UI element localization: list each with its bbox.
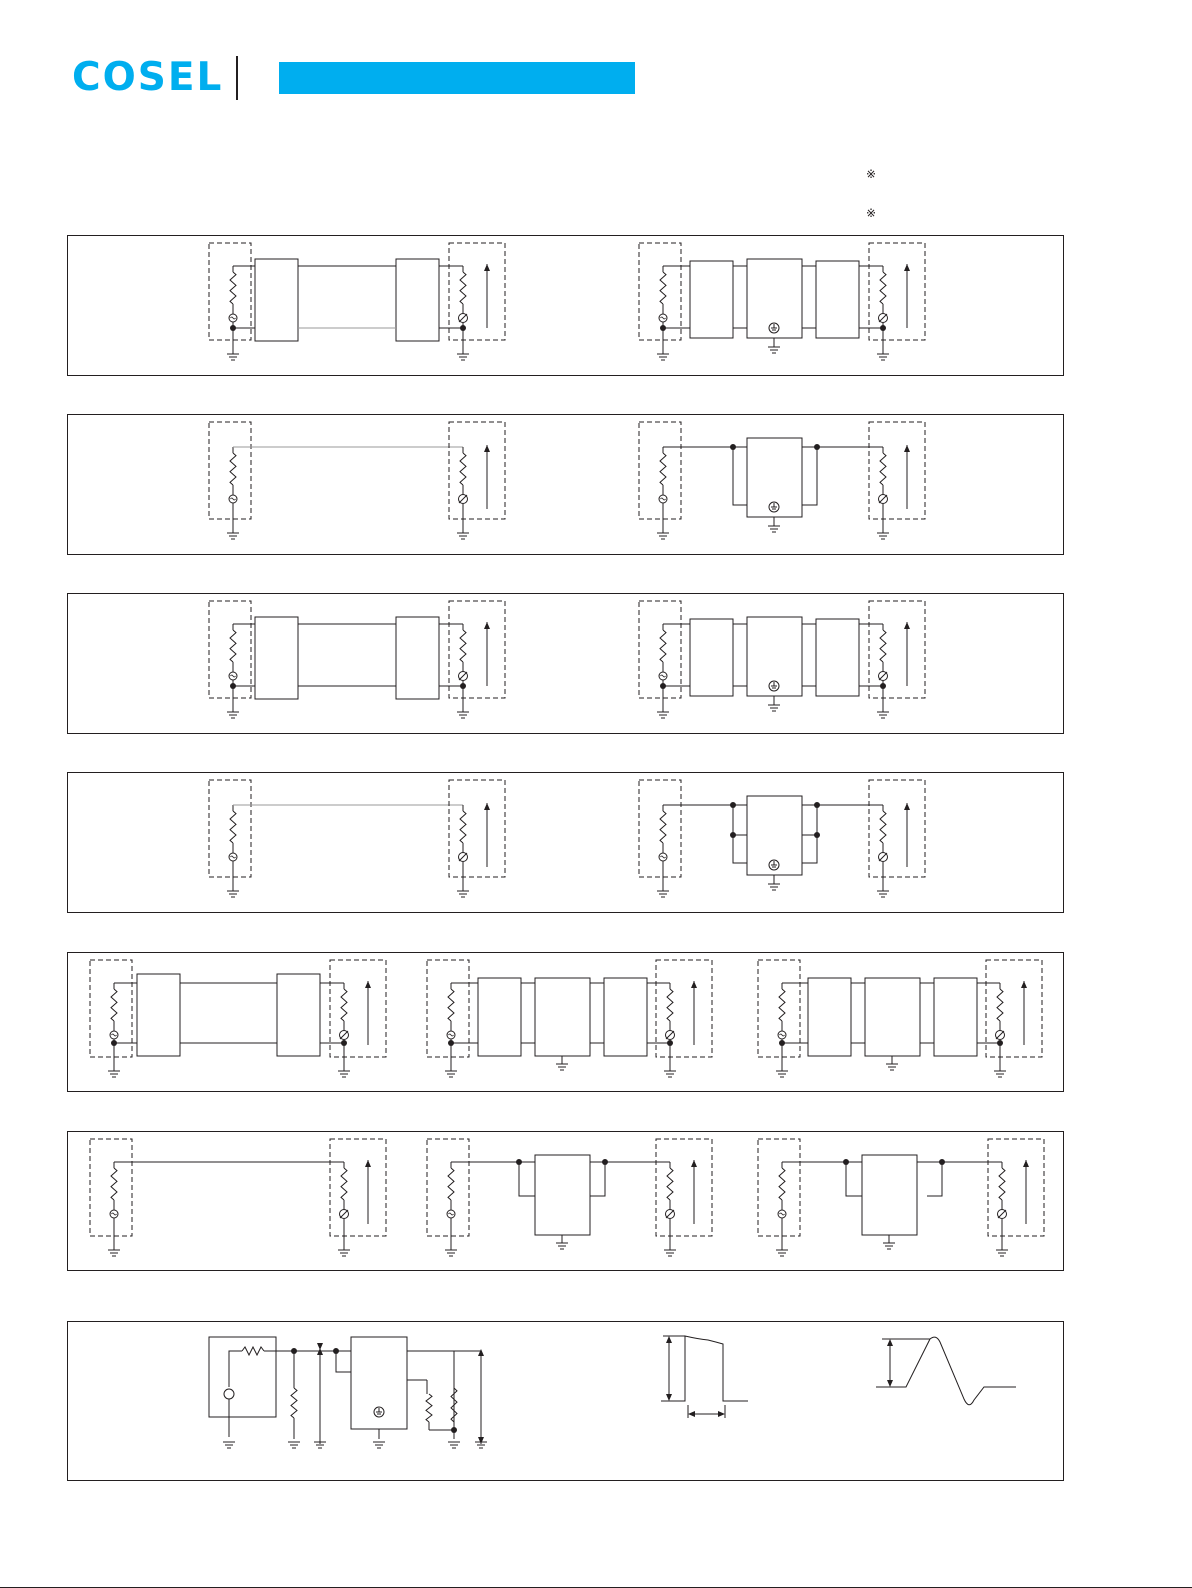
resistor-icon	[460, 272, 466, 304]
dashed-enclosure	[209, 601, 251, 698]
dashed-enclosure	[869, 780, 925, 877]
resistor-icon	[341, 1168, 347, 1200]
arrow-head	[904, 622, 910, 629]
resistor-icon	[111, 1168, 117, 1200]
dashed-enclosure	[427, 960, 469, 1057]
resistor-icon	[230, 453, 236, 485]
dashed-enclosure	[427, 1139, 469, 1236]
arrow-head	[666, 1336, 672, 1343]
dashed-enclosure	[209, 243, 251, 340]
arrow-head	[478, 1349, 484, 1356]
arrow-head	[1023, 1160, 1029, 1167]
resistor-icon	[230, 630, 236, 662]
arrow-head	[1021, 981, 1027, 988]
device-box	[816, 261, 859, 338]
arrow-head	[904, 803, 910, 810]
arrow-head	[478, 1437, 484, 1444]
pulse-waveform	[661, 1336, 748, 1401]
cosel-logo: COSEL	[72, 55, 224, 100]
device-box	[478, 978, 521, 1056]
arrow-head	[484, 803, 490, 810]
device-box	[808, 978, 851, 1056]
panel-three-setups	[67, 952, 1064, 1092]
junction-dot	[997, 1040, 1003, 1046]
resistor-icon	[426, 1394, 432, 1422]
junction-dot	[667, 1040, 673, 1046]
resistor-icon	[448, 989, 454, 1021]
junction-dot	[779, 1040, 785, 1046]
device-box	[604, 978, 647, 1056]
dashed-enclosure	[639, 422, 681, 519]
arrow-head	[365, 1160, 371, 1167]
dashed-enclosure	[449, 601, 505, 698]
resistor-icon	[451, 1388, 457, 1422]
resistor-icon	[667, 1168, 673, 1200]
resistor-icon	[448, 1168, 454, 1200]
panel-svg-1	[68, 236, 1063, 375]
junction-dot	[448, 1040, 454, 1046]
dashed-enclosure	[449, 780, 505, 877]
wire	[336, 1351, 351, 1372]
device-box	[396, 617, 439, 699]
resistor-icon	[880, 453, 886, 485]
panel-differential-direct	[67, 772, 1064, 913]
title-bar	[279, 62, 635, 94]
surge-generator-box	[209, 1337, 276, 1417]
arrow-head	[887, 1380, 893, 1387]
resistor-icon	[660, 630, 666, 662]
arrow-head	[904, 264, 910, 271]
resistor-icon	[880, 630, 886, 662]
arrow-head	[691, 1160, 697, 1167]
panel-svg-5	[68, 953, 1063, 1091]
resistor-icon	[341, 989, 347, 1021]
resistor-icon	[460, 453, 466, 485]
arrow-head	[887, 1339, 893, 1346]
panel-common-mode-setup	[67, 235, 1064, 376]
junction-dot	[460, 325, 466, 331]
device-box	[255, 259, 298, 341]
dashed-enclosure	[869, 243, 925, 340]
device-box	[865, 978, 920, 1056]
junction-dot	[230, 683, 236, 689]
dashed-enclosure	[758, 960, 800, 1057]
oscillation-waveform	[876, 1337, 1016, 1405]
device-box	[690, 261, 733, 338]
dashed-enclosure	[986, 960, 1042, 1057]
panel-svg-6	[68, 1132, 1063, 1270]
resistor-icon	[230, 272, 236, 304]
wire	[407, 1351, 454, 1430]
device-box	[255, 617, 298, 699]
dashed-enclosure	[656, 1139, 712, 1236]
dashed-enclosure	[639, 601, 681, 698]
resistor-icon	[460, 630, 466, 662]
resistor-icon	[779, 989, 785, 1021]
arrow-head	[484, 445, 490, 452]
device-box	[396, 259, 439, 341]
resistor-icon	[291, 1388, 297, 1418]
resistor-icon	[779, 1168, 785, 1200]
arrow-head	[365, 981, 371, 988]
device-box	[816, 619, 859, 696]
dashed-enclosure	[988, 1139, 1044, 1236]
junction-dot	[880, 683, 886, 689]
resistor-icon	[660, 811, 666, 843]
device-box	[137, 974, 180, 1056]
resistor-icon	[999, 1168, 1005, 1200]
arrow-head	[484, 264, 490, 271]
arrow-head	[666, 1394, 672, 1401]
panel-three-direct	[67, 1131, 1064, 1271]
dashed-enclosure	[869, 601, 925, 698]
arrow-head	[484, 622, 490, 629]
device-box	[690, 619, 733, 696]
dashed-enclosure	[656, 960, 712, 1057]
dashed-enclosure	[639, 243, 681, 340]
junction-dot	[660, 325, 666, 331]
device-box	[535, 1155, 590, 1235]
panel-surge-test	[67, 1321, 1064, 1481]
dashed-enclosure	[330, 960, 386, 1057]
resistor-icon	[230, 811, 236, 843]
resistor-icon	[460, 811, 466, 843]
resistor-icon	[997, 989, 1003, 1021]
arrow-head	[691, 981, 697, 988]
header-divider	[236, 56, 238, 100]
device-box	[277, 974, 320, 1056]
device-box	[934, 978, 977, 1056]
junction-dot	[111, 1040, 117, 1046]
wire	[590, 1162, 605, 1196]
panel-svg-2	[68, 415, 1063, 554]
arrow-head	[688, 1411, 695, 1417]
dashed-enclosure	[90, 960, 132, 1057]
junction-dot	[230, 325, 236, 331]
panel-svg-4	[68, 773, 1063, 912]
arrow-head	[904, 445, 910, 452]
device-box	[862, 1155, 917, 1235]
junction-dot	[660, 683, 666, 689]
wire	[846, 1162, 862, 1196]
dashed-enclosure	[90, 1139, 132, 1236]
resistor-icon	[880, 272, 886, 304]
panel-differential-setup	[67, 593, 1064, 734]
pulse-source-icon	[224, 1389, 234, 1399]
junction-dot	[880, 325, 886, 331]
dashed-enclosure	[639, 780, 681, 877]
arrow-head	[718, 1411, 725, 1417]
panel-svg-7	[68, 1322, 1063, 1480]
junction-dot	[341, 1040, 347, 1046]
resistor-icon	[111, 989, 117, 1021]
junction-dot	[460, 683, 466, 689]
resistor-icon	[880, 811, 886, 843]
dashed-enclosure	[869, 422, 925, 519]
wire	[733, 447, 747, 505]
device-box	[535, 978, 590, 1056]
panel-common-mode-direct	[67, 414, 1064, 555]
dashed-enclosure	[330, 1139, 386, 1236]
wire	[802, 447, 817, 505]
resistor-icon	[660, 453, 666, 485]
panel-svg-3	[68, 594, 1063, 733]
dashed-enclosure	[449, 422, 505, 519]
note-mark-1: ※	[866, 167, 877, 181]
wire	[927, 1162, 942, 1196]
note-mark-2: ※	[866, 206, 877, 220]
resistor-icon	[660, 272, 666, 304]
wire	[519, 1162, 535, 1196]
dashed-enclosure	[758, 1139, 800, 1236]
resistor-icon	[667, 989, 673, 1021]
dashed-enclosure	[209, 780, 251, 877]
dashed-enclosure	[209, 422, 251, 519]
dashed-enclosure	[449, 243, 505, 340]
